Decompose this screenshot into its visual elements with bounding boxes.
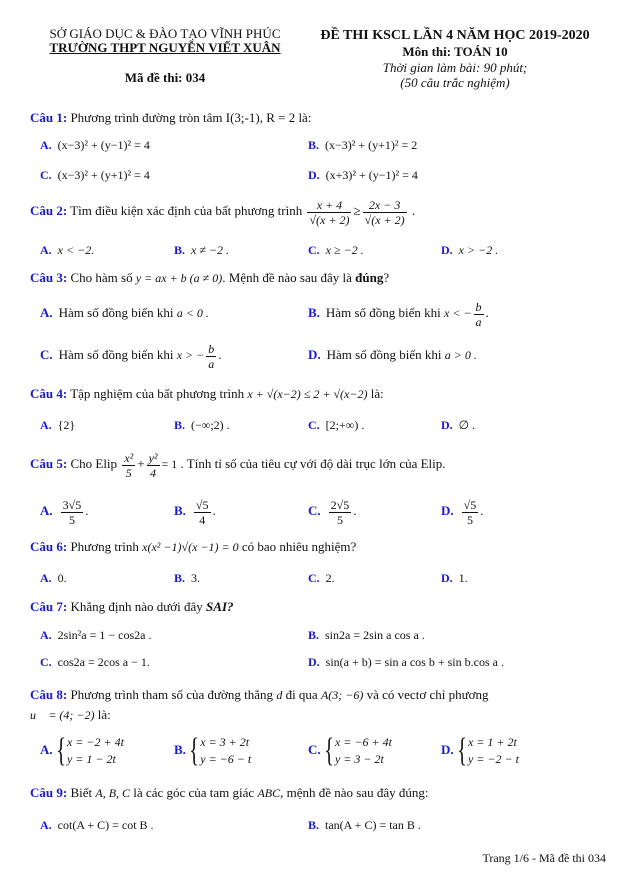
math-part: [186, 734, 251, 768]
text: Hàm số đồng biến khi: [325, 305, 441, 320]
text: C.: [308, 503, 321, 518]
text: B.: [174, 741, 186, 757]
option-a[interactable]: [40, 627, 151, 643]
option-c[interactable]: [40, 654, 150, 670]
question-6: [30, 539, 356, 555]
fraction: [462, 498, 479, 527]
text: 5: [68, 512, 75, 527]
text: x ≠ −2 .: [191, 243, 230, 257]
option-b[interactable]: [308, 627, 425, 643]
text: sin(a + b) = sin a cos b + sin b.cos a .: [325, 655, 504, 669]
text: .: [411, 203, 416, 218]
question-count: (50 câu trắc nghiệm): [400, 75, 510, 90]
text: A, B, C: [95, 786, 131, 800]
text: x > −2 .: [458, 243, 499, 257]
text: 0.: [57, 571, 67, 585]
text: Câu 2:: [30, 203, 68, 218]
math-part: [468, 734, 519, 768]
text: 2sin²a = 1 − cos2a .: [57, 628, 152, 642]
text: a: [475, 314, 482, 329]
text: D.: [308, 347, 321, 362]
option-c[interactable]: [40, 167, 150, 183]
option-a[interactable]: [40, 137, 150, 153]
option-d[interactable]: D. $\frac{√5}{5}$ .: [441, 497, 484, 527]
text: D.: [441, 741, 454, 757]
text: y²: [148, 450, 158, 465]
option-b[interactable]: [308, 137, 417, 153]
text: Tập nghiệm của bất phương trình: [70, 386, 245, 401]
option-a[interactable]: [40, 817, 154, 833]
text: a: [208, 356, 215, 371]
text: A.: [40, 818, 52, 832]
option-d[interactable]: [441, 242, 498, 258]
brace-symbol: {: [55, 732, 66, 769]
option-d[interactable]: [441, 570, 468, 586]
text: (x+3)² + (y−1)² = 4: [325, 168, 418, 182]
brace-symbol: {: [189, 732, 199, 769]
text: B.: [308, 305, 320, 320]
exam-subject: Môn thi: TOÁN 10: [402, 44, 508, 59]
option-b[interactable]: [308, 817, 421, 833]
option-d[interactable]: [308, 167, 418, 183]
text: sin2a = 2sin a cos a .: [325, 628, 425, 642]
text: D.: [441, 243, 453, 257]
option-d[interactable]: [441, 734, 519, 768]
text: (−∞;2) .: [191, 418, 230, 432]
text: Câu 7:: [30, 599, 68, 614]
text: √(x + 2): [309, 212, 350, 227]
text: B.: [174, 418, 186, 432]
text: √5: [195, 497, 209, 512]
question-label: Câu 1:: [30, 110, 68, 125]
text: x = 1 + 2t: [467, 735, 517, 749]
text: cot(A + C) = cot B .: [57, 818, 154, 832]
option-b[interactable]: [174, 734, 251, 768]
fraction: [307, 198, 351, 227]
text: (x−3)² + (y+1)² = 4: [57, 168, 150, 182]
text: , mệnh đề nào sau đây đúng:: [280, 785, 429, 800]
text: 1.: [458, 571, 468, 585]
text: là:: [97, 707, 111, 722]
text: cos2a = 2cos a − 1.: [57, 655, 150, 669]
text: là các góc của tam giác: [133, 785, 255, 800]
text: y = −6 − t: [200, 752, 252, 766]
text: là:: [370, 386, 384, 401]
option-c[interactable]: [40, 340, 222, 371]
text: có bao nhiêu nghiệm?: [241, 539, 357, 554]
option-c[interactable]: [308, 734, 392, 768]
text: (x−3)² + (y−1)² = 4: [57, 138, 150, 152]
text: C.: [40, 347, 53, 362]
option-a[interactable]: [40, 734, 124, 768]
question-text: Phương trình đường tròn tâm I(3;-1), R = 2 là:: [70, 110, 312, 125]
text: tan(A + C) = tan B .: [325, 818, 421, 832]
text: (x−3)² + (y+1)² = 2: [325, 138, 418, 152]
text: a > 0 .: [444, 348, 477, 362]
text: .: [218, 347, 222, 362]
question-4: [30, 386, 384, 402]
text: Phương trình: [70, 539, 139, 554]
math-part: [454, 734, 519, 768]
text: x = −6 + 4t: [334, 735, 392, 749]
text: x < −2.: [57, 243, 95, 257]
text: .: [485, 305, 489, 320]
option-a[interactable]: [40, 305, 209, 321]
option-b[interactable]: [174, 417, 230, 433]
brace-symbol: {: [323, 732, 334, 769]
option-b[interactable]: B. $\frac{√5}{4}$ .: [174, 497, 216, 527]
text: Hàm số đồng biến khi: [58, 347, 174, 362]
text: 3√5: [62, 497, 82, 512]
option-a[interactable]: [40, 417, 75, 433]
text: Khẳng định nào dưới đây: [70, 599, 203, 614]
text: B.: [308, 628, 320, 642]
text: a < 0 .: [176, 306, 209, 320]
text: D.: [441, 418, 453, 432]
fraction: [474, 300, 484, 329]
text: 5: [125, 465, 132, 480]
fraction: [363, 198, 407, 227]
fraction: [206, 342, 216, 371]
text: x(x² −1)√(x −1) = 0: [142, 540, 239, 554]
text: {2}: [57, 418, 76, 432]
text: Hàm số đồng biến khi: [326, 347, 442, 362]
text: B.: [174, 503, 186, 518]
text: B.: [308, 818, 320, 832]
option-b[interactable]: [174, 570, 200, 586]
text: +: [137, 456, 145, 471]
text: A.: [40, 418, 52, 432]
text: √5: [463, 497, 477, 512]
text: x²: [124, 450, 134, 465]
text: x = 3 + 2t: [200, 735, 250, 749]
option-c[interactable]: [308, 417, 364, 433]
question-7: [30, 599, 234, 615]
text: . Mệnh đề nào sau đây là: [222, 270, 352, 285]
fraction: [329, 498, 352, 527]
department: SỞ GIÁO DỤC & ĐÀO TẠO VĨNH PHÚC: [49, 26, 281, 41]
text: Cho hàm số: [70, 270, 133, 285]
option-b[interactable]: [174, 242, 229, 258]
fraction: [61, 498, 84, 527]
text: 4: [199, 512, 206, 527]
text: Biết: [70, 785, 93, 800]
math-part: [200, 734, 251, 768]
option-c[interactable]: [308, 242, 364, 258]
text: C.: [308, 243, 320, 257]
text: A.: [40, 305, 53, 320]
option-a[interactable]: [40, 242, 94, 258]
text: x ≥ −2 .: [325, 243, 364, 257]
text: b: [208, 341, 215, 356]
exam-title: ĐỀ THI KSCL LẦN 4 NĂM HỌC 2019-2020: [320, 28, 590, 43]
text: y = ax + b (a ≠ 0): [135, 271, 223, 285]
brace-symbol: {: [456, 732, 467, 769]
text: x + 4: [307, 198, 351, 213]
question-2: [30, 196, 415, 227]
option-d[interactable]: [441, 417, 475, 433]
text: 5: [336, 512, 343, 527]
option-b[interactable]: [308, 298, 489, 329]
text: A.: [40, 741, 53, 757]
text: Câu 4:: [30, 386, 68, 401]
text: ?: [383, 270, 390, 285]
text: A.: [40, 628, 52, 642]
text: d: [276, 688, 283, 702]
text: x = −2 + 4t: [66, 735, 124, 749]
text: Câu 6:: [30, 539, 68, 554]
text: Hàm số đồng biến khi: [58, 305, 174, 320]
option-c[interactable]: [308, 570, 335, 586]
text: 3.: [191, 571, 201, 585]
text: . Tính tỉ số của tiêu cự với độ dài trục lớn của Elip.: [180, 456, 446, 471]
text: B.: [174, 571, 186, 585]
exam-code: Mã đề thi: 034: [124, 70, 206, 85]
text: y = 1 − 2t: [66, 752, 116, 766]
text: Câu 9:: [30, 785, 68, 800]
text: 5: [466, 512, 473, 527]
text: B.: [174, 243, 186, 257]
text: 2x − 3: [363, 198, 407, 213]
text: ≥: [353, 203, 361, 218]
text: y = 3 − 2t: [334, 752, 384, 766]
fraction: [147, 451, 160, 480]
math-part: [67, 734, 124, 768]
text: C.: [308, 571, 320, 585]
question-3: [30, 270, 389, 286]
text: A.: [40, 243, 52, 257]
option-d[interactable]: [308, 654, 504, 670]
question-1: [30, 110, 311, 126]
option-d[interactable]: [308, 347, 477, 363]
text: và có vectơ chỉ phương: [366, 687, 489, 702]
text: = 1: [161, 457, 178, 471]
question-8-cont: [30, 707, 111, 723]
text: đi qua: [285, 687, 318, 702]
page-footer: Trang 1/6 - Mã đề thi 034: [482, 851, 606, 865]
text: SAI?: [206, 599, 234, 614]
text: √(x + 2): [364, 212, 405, 227]
text: A.: [40, 503, 53, 518]
text: 2√5: [330, 497, 350, 512]
text: B.: [308, 138, 320, 152]
text: C.: [40, 168, 52, 182]
text: 4: [150, 465, 157, 480]
text: x > −: [176, 348, 205, 362]
option-a[interactable]: [40, 570, 67, 586]
math-part: [321, 734, 392, 768]
text: ∅ .: [458, 418, 476, 432]
text: [2;+∞) .: [325, 418, 365, 432]
option-a[interactable]: A. $\frac{3√5}{5}$ .: [40, 497, 89, 527]
text: Câu 5:: [30, 456, 68, 471]
school-name: TRƯỜNG THPT NGUYỄN VIẾT XUÂN: [49, 40, 281, 55]
text: C.: [308, 418, 320, 432]
text: D.: [441, 571, 453, 585]
text: D.: [308, 168, 320, 182]
text: C.: [308, 741, 321, 757]
fraction: [122, 451, 135, 480]
question-8: [30, 687, 489, 703]
text: x < −: [444, 306, 472, 320]
text: đúng: [355, 270, 384, 285]
text: x + √(x−2) ≤ 2 + √(x−2): [247, 387, 368, 401]
text: A.: [40, 138, 52, 152]
question-9: [30, 785, 429, 801]
text: u⃗ = (4; −2): [30, 708, 95, 722]
text: D.: [308, 655, 320, 669]
option-c[interactable]: C. $\frac{2√5}{5}$ .: [308, 497, 357, 527]
fraction: [194, 498, 211, 527]
text: ABC: [257, 786, 281, 800]
text: b: [475, 299, 482, 314]
text: Câu 8:: [30, 687, 68, 702]
text: Cho Elip: [70, 456, 118, 471]
text: C.: [40, 655, 52, 669]
text: Tìm điều kiện xác định của bất phương trình: [70, 203, 303, 218]
question-5: [30, 449, 446, 480]
exam-time: Thời gian làm bài: 90 phút;: [382, 60, 528, 75]
text: Phương trình tham số của đường thẳng: [70, 687, 274, 702]
text: y = −2 − t: [467, 752, 519, 766]
math-part: [335, 734, 392, 768]
text: A.: [40, 571, 52, 585]
math-part: [53, 734, 124, 768]
text: 2.: [325, 571, 335, 585]
text: A(3; −6): [320, 688, 364, 702]
text: D.: [441, 503, 454, 518]
text: Câu 3:: [30, 270, 68, 285]
